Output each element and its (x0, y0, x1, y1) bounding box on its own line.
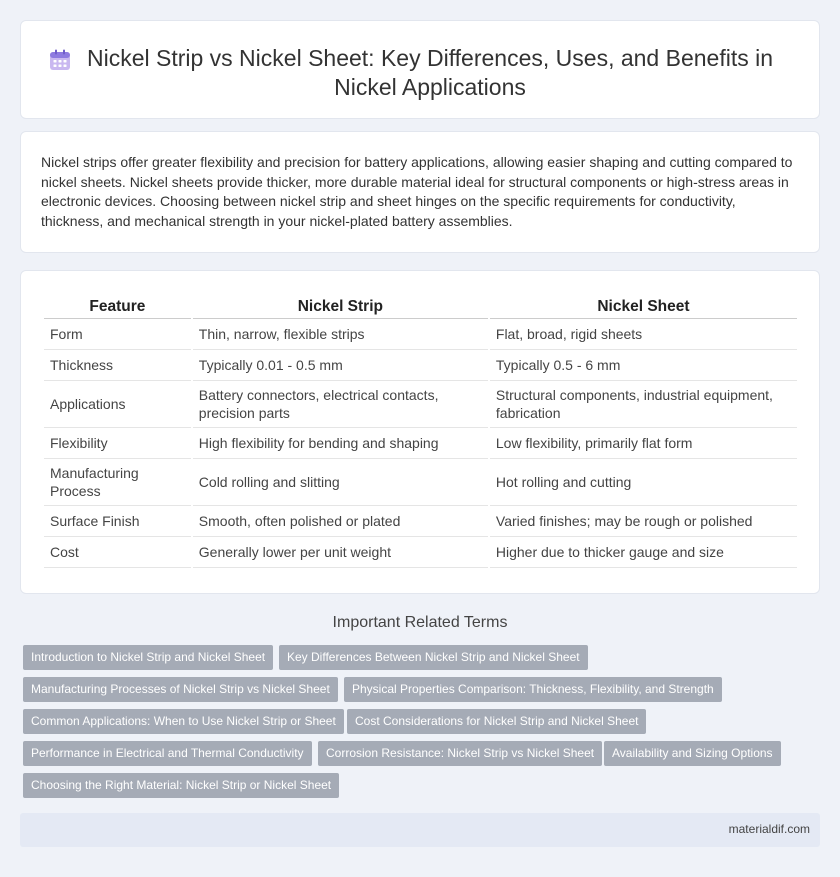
row-strip-value: Cold rolling and slitting (193, 459, 488, 506)
related-term-tag[interactable]: Common Applications: When to Use Nickel Strip or Sheet (23, 709, 344, 734)
row-strip-value: Generally lower per unit weight (193, 537, 488, 568)
row-strip-value: Thin, narrow, flexible strips (193, 319, 488, 350)
table-row (44, 319, 797, 350)
row-feature: Surface Finish (44, 506, 191, 537)
intro-card (20, 131, 820, 253)
header-nickel-strip: Nickel Strip (193, 295, 488, 319)
comparison-table (42, 295, 799, 568)
row-feature: Cost (44, 537, 191, 568)
header-nickel-sheet: Nickel Sheet (490, 295, 797, 319)
table-row (44, 350, 797, 381)
related-term-tag[interactable]: Corrosion Resistance: Nickel Strip vs Nickel Sheet (318, 741, 602, 766)
row-sheet-value: Flat, broad, rigid sheets (490, 319, 797, 350)
related-term-tag[interactable]: Physical Properties Comparison: Thickness, Flexibility, and Strength (344, 677, 722, 702)
row-feature: Applications (44, 381, 191, 428)
table-row (44, 506, 797, 537)
row-feature: Thickness (44, 350, 191, 381)
page-title: Nickel Strip vs Nickel Sheet: Key Differences, Uses, and Benefits in Nickel Applications (86, 45, 774, 100)
related-term-tag[interactable]: Key Differences Between Nickel Strip and Nickel Sheet (279, 645, 588, 670)
row-sheet-value: Structural components, industrial equipment, fabrication (490, 381, 797, 428)
related-terms-title: Important Related Terms (332, 614, 508, 631)
related-term-tag[interactable]: Choosing the Right Material: Nickel Strip or Nickel Sheet (23, 773, 339, 798)
row-strip-value: Smooth, often polished or plated (193, 506, 488, 537)
table-row (44, 428, 797, 459)
title-card (20, 20, 820, 119)
row-sheet-value: Low flexibility, primarily flat form (490, 428, 797, 459)
footer (20, 813, 820, 847)
related-term-tag[interactable]: Cost Considerations for Nickel Strip and Nickel Sheet (347, 709, 646, 734)
header-feature: Feature (44, 295, 191, 319)
comparison-card (20, 270, 820, 594)
table-row (44, 537, 797, 568)
table-row (44, 381, 797, 428)
row-strip-value: Battery connectors, electrical contacts, precision parts (193, 381, 488, 428)
row-feature: Manufacturing Process (44, 459, 191, 506)
row-sheet-value: Typically 0.5 - 6 mm (490, 350, 797, 381)
related-term-tag[interactable]: Performance in Electrical and Thermal Conductivity (23, 741, 312, 766)
row-sheet-value: Hot rolling and cutting (490, 459, 797, 506)
table-row (44, 459, 797, 506)
related-term-tag[interactable]: Availability and Sizing Options (604, 741, 781, 766)
row-feature: Form (44, 319, 191, 350)
footer-site-link[interactable]: materialdif.com (728, 822, 810, 836)
intro-paragraph: Nickel strips offer greater flexibility and precision for battery applications, allowing easier shaping and cutting compared to nickel sheets. Nickel sheets provide thicker, more durable material ideal for structural components or high-stress areas in electronic devices. Choosing between nickel strip and sheet hinges on the specific requirements for conductivity, thickness, and mechanical strength in your nickel-plated battery assemblies. (41, 154, 793, 229)
row-strip-value: Typically 0.01 - 0.5 mm (193, 350, 488, 381)
related-term-tag[interactable]: Manufacturing Processes of Nickel Strip vs Nickel Sheet (23, 677, 338, 702)
table-header-row (44, 295, 797, 319)
row-feature: Flexibility (44, 428, 191, 459)
related-term-tag[interactable]: Introduction to Nickel Strip and Nickel Sheet (23, 645, 273, 670)
row-strip-value: High flexibility for bending and shaping (193, 428, 488, 459)
row-sheet-value: Varied finishes; may be rough or polished (490, 506, 797, 537)
row-sheet-value: Higher due to thicker gauge and size (490, 537, 797, 568)
